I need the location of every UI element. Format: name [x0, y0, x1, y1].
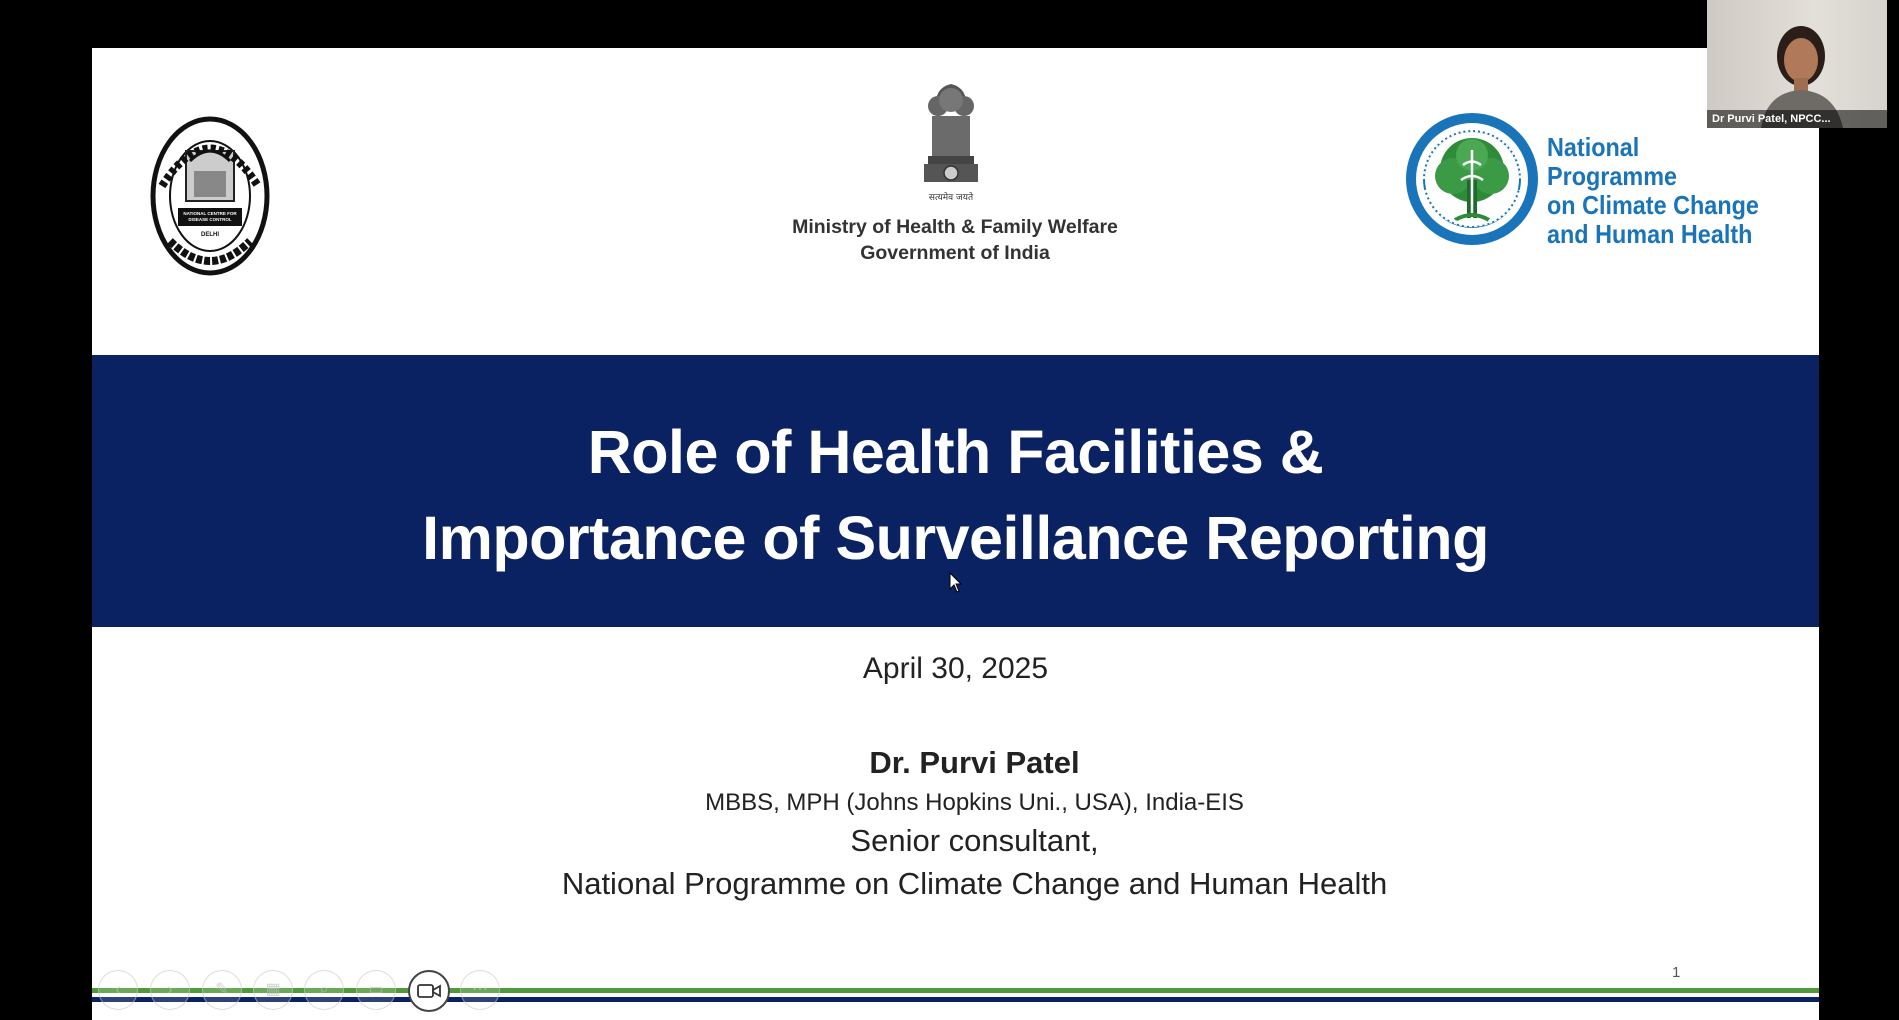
slides-button[interactable]: ▦: [253, 970, 293, 1010]
presentation-date: April 30, 2025: [862, 652, 1049, 685]
speaker-qualifications: MBBS, MPH (Johns Hopkins Uni., USA), India-EIS: [705, 789, 1244, 816]
footer-navy-line: [92, 997, 1819, 1002]
zoom-button[interactable]: ⌕: [304, 970, 344, 1010]
npcchh-line-3: and Human Health: [1547, 219, 1753, 249]
camera-button[interactable]: [408, 970, 450, 1012]
camera-icon: [417, 982, 441, 1000]
speaker-programme: National Programme on Climate Change and Human Health: [561, 866, 1388, 901]
pen-button[interactable]: ✎: [202, 970, 242, 1010]
ministry-line-2: Government of India: [860, 242, 1050, 264]
slide-title-line-1: Role of Health Facilities &: [587, 418, 1324, 486]
npcchh-line-1: National Programme: [1547, 132, 1678, 191]
mouse-cursor-icon: [949, 572, 963, 594]
participant-name-label: Dr Purvi Patel, NPCC...: [1707, 110, 1887, 128]
previous-button[interactable]: ‹: [98, 970, 138, 1010]
slide-title-line-2: Importance of Surveillance Reporting: [422, 504, 1489, 572]
footer-green-line: [92, 988, 1819, 993]
speaker-role: Senior consultant,: [850, 823, 1099, 858]
emblem-motto: सत्यमेव जयते: [928, 193, 974, 203]
ncdc-logo: [150, 116, 270, 276]
npcchh-logo: [1403, 110, 1541, 248]
national-emblem-icon: [914, 78, 988, 206]
ministry-heading: [705, 214, 1205, 266]
presentation-slide: [92, 48, 1819, 1020]
speaker-name: Dr. Purvi Patel: [869, 745, 1080, 780]
svg-text:NATIONAL CENTRE FOR: NATIONAL CENTRE FOR: [183, 211, 237, 216]
ministry-line-1: Ministry of Health & Family Welfare: [792, 216, 1118, 238]
subtitles-button[interactable]: ▭: [356, 970, 396, 1010]
next-button[interactable]: ›: [150, 970, 190, 1010]
npcchh-wordmark: [1547, 133, 1763, 249]
more-button[interactable]: ⋯: [460, 970, 500, 1010]
participant-video-thumbnail[interactable]: [1707, 0, 1887, 128]
page-number: 1: [1672, 964, 1681, 981]
npcchh-line-2: on Climate Change: [1547, 190, 1759, 220]
svg-text:DELHI: DELHI: [201, 232, 219, 238]
svg-text:DISEASE CONTROL: DISEASE CONTROL: [188, 217, 232, 222]
